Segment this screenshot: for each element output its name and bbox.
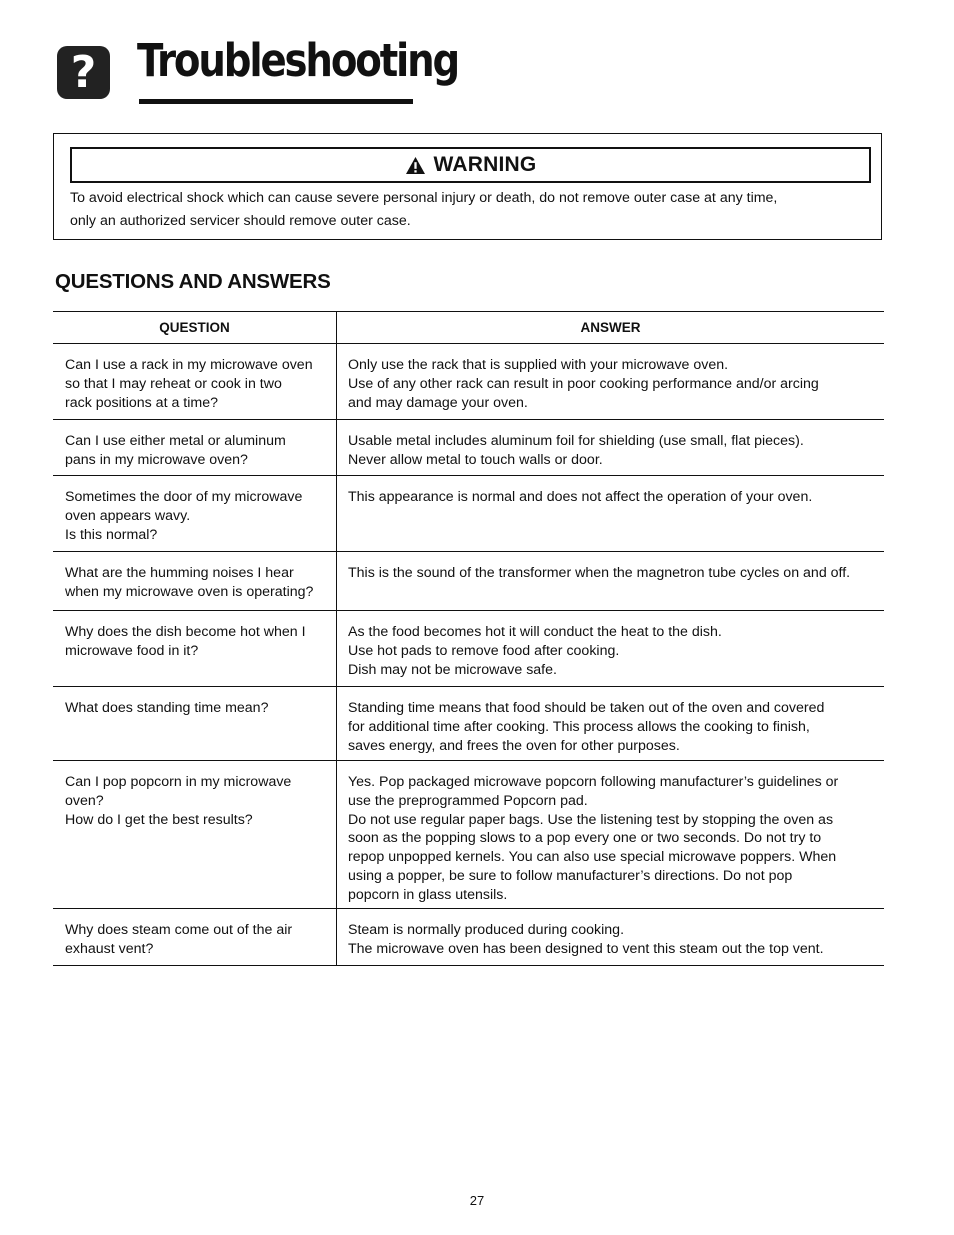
question-cell	[53, 761, 337, 908]
question-mark-glyph: ?	[70, 46, 97, 98]
question-line: microwave food in it?	[65, 642, 199, 659]
warning-text-line: To avoid electrical shock which can cause severe personal injury or death, do not remove outer case at any time,	[70, 190, 778, 206]
answer-line: repop unpopped kernels. You can also use special microwave poppers. When	[348, 849, 837, 866]
answer-line: Never allow metal to touch walls or door.	[348, 451, 603, 468]
answer-line: for additional time after cooking. This process allows the cooking to finish,	[348, 718, 810, 735]
warning-triangle-icon	[405, 156, 426, 175]
question-line: What are the humming noises I hear	[65, 565, 294, 581]
answer-line: popcorn in glass utensils.	[348, 886, 508, 903]
question-line: Is this normal?	[65, 526, 158, 543]
question-line: oven?	[65, 792, 104, 809]
question-line: How do I get the best results?	[65, 811, 253, 828]
answer-cell	[337, 909, 884, 965]
question-cell	[53, 344, 337, 419]
answer-line: Dish may not be microwave safe.	[348, 661, 557, 678]
answer-line: The microwave oven has been designed to vent this steam out the top vent.	[348, 940, 824, 957]
table-row	[53, 909, 884, 966]
title-underline	[139, 99, 413, 104]
table-row	[53, 552, 884, 611]
answer-line: Use hot pads to remove food after cooking.	[348, 642, 620, 659]
question-line: Why does the dish become hot when I	[65, 624, 306, 640]
answer-line: This is the sound of the transformer when the magnetron tube cycles on and off.	[348, 565, 851, 581]
warning-text-line: only an authorized servicer should remove outer case.	[70, 213, 411, 229]
table-header-row	[53, 312, 884, 344]
answer-cell	[337, 761, 884, 908]
answer-cell	[337, 344, 884, 419]
answer-line: Standing time means that food should be taken out of the oven and covered	[348, 700, 825, 716]
answer-cell	[337, 420, 884, 475]
answer-line: Usable metal includes aluminum foil for shielding (use small, flat pieces).	[348, 433, 804, 449]
question-line: Can I use a rack in my microwave oven	[65, 357, 313, 373]
table-row	[53, 344, 884, 420]
question-cell	[53, 611, 337, 686]
warning-text	[70, 187, 830, 233]
answer-cell	[337, 687, 884, 760]
answer-cell	[337, 611, 884, 686]
question-cell	[53, 420, 337, 475]
answer-line: Only use the rack that is supplied with your microwave oven.	[348, 357, 729, 373]
question-line: oven appears wavy.	[65, 507, 191, 524]
table-row	[53, 687, 884, 761]
answer-line: and may damage your oven.	[348, 394, 528, 411]
page-number: 27	[469, 1193, 485, 1208]
question-line: so that I may reheat or cook in two	[65, 375, 282, 392]
question-line: exhaust vent?	[65, 940, 154, 957]
answer-line: Use of any other rack can result in poor cooking performance and/or arcing	[348, 375, 819, 392]
answer-cell	[337, 552, 884, 610]
qa-table	[53, 311, 884, 966]
question-mark-icon	[57, 46, 110, 99]
warning-box	[53, 133, 882, 240]
column-header-question: QUESTION	[53, 312, 337, 343]
answer-line: This appearance is normal and does not affect the operation of your oven.	[348, 489, 813, 505]
question-line: Sometimes the door of my microwave	[65, 489, 303, 505]
table-row	[53, 611, 884, 687]
question-line: Can I use either metal or aluminum	[65, 433, 286, 449]
answer-line: soon as the popping slows to a pop every one or two seconds. Do not try to	[348, 830, 822, 847]
question-line: when my microwave oven is operating?	[65, 583, 314, 600]
answer-cell	[337, 476, 884, 551]
page-title: Troubleshooting	[137, 34, 459, 87]
question-line: Why does steam come out of the air	[65, 922, 293, 938]
warning-banner	[70, 147, 871, 183]
column-header-answer: ANSWER	[580, 320, 641, 335]
question-cell	[53, 476, 337, 551]
section-title: QUESTIONS AND ANSWERS	[55, 270, 331, 293]
warning-label: WARNING	[433, 153, 537, 176]
question-cell	[53, 687, 337, 760]
question-line: rack positions at a time?	[65, 394, 218, 411]
question-cell	[53, 909, 337, 965]
question-line: Can I pop popcorn in my microwave	[65, 774, 292, 790]
table-row	[53, 420, 884, 476]
question-line: What does standing time mean?	[65, 700, 269, 716]
answer-line: saves energy, and frees the oven for other purposes.	[348, 737, 680, 754]
answer-line: using a popper, be sure to follow manufacturer’s directions. Do not pop	[348, 867, 793, 884]
question-cell	[53, 552, 337, 610]
answer-line: As the food becomes hot it will conduct the heat to the dish.	[348, 624, 722, 640]
answer-line: Steam is normally produced during cooking.	[348, 922, 625, 938]
question-line: pans in my microwave oven?	[65, 451, 248, 468]
table-row	[53, 761, 884, 909]
table-body	[53, 344, 884, 966]
answer-line: Do not use regular paper bags. Use the listening test by stopping the oven as	[348, 811, 834, 828]
table-row	[53, 476, 884, 552]
answer-line: Yes. Pop packaged microwave popcorn following manufacturer’s guidelines or	[348, 774, 839, 790]
answer-line: use the preprogrammed Popcorn pad.	[348, 792, 588, 809]
